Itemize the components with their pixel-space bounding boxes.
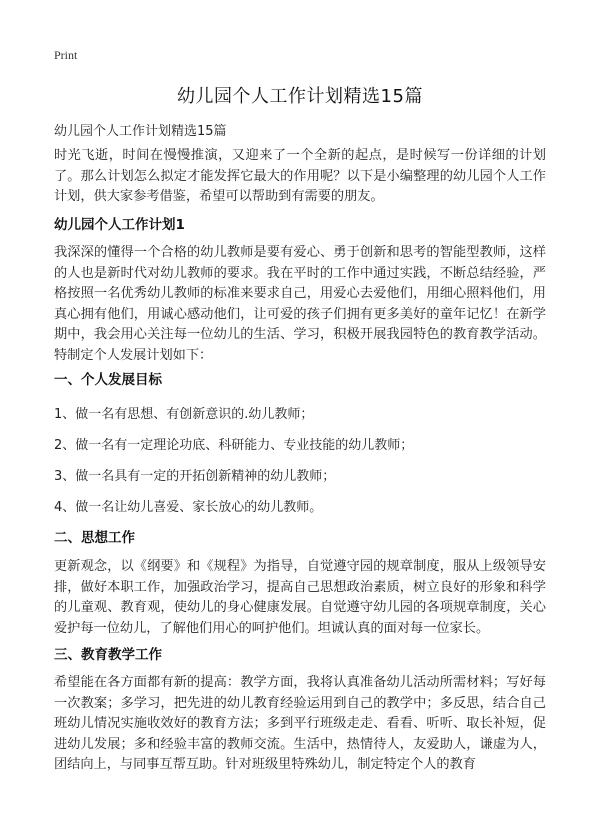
print-label[interactable]: Print [54,48,78,62]
goal-item: 4、做一名让幼儿喜爱、家长放心的幼儿教师。 [54,500,323,515]
teaching-paragraph: 希望能在各方面都有新的提高：教学方面，我将认真准备幼儿活动所需材料；写好每一次教案；多学习，把先进的幼儿教育经验运用到自己的教学中；多反思，结合自己班幼儿情况实施收效好的教育方法；多到平行班级走走、看看、听听、取长补短，促进幼儿发展；多和经验丰富的教师交流。生活中，热情待人，友爱助人，谦虚为人，团结向上，与同事互帮互助。针对班级里特殊幼儿，制定特定个人的教育 [54,675,546,772]
plan-1-paragraph: 我深深的懂得一个合格的幼儿教师是要有爱心、勇于创新和思考的智能型教师，这样的人也是新时代对幼儿教师的要求。我在平时的工作中通过实践，不断总结经验，严格按照一名优秀幼儿教师的标准来要求自己，用爱心去爱他们，用细心照料他们，用真心拥有他们，用诚心感动他们，让可爱的孩子们拥有更多美好的童年记忆！在新学期中，我会用心关注每一位幼儿的生活、学习，积极开展我园特色的教育教学活动。特制定个人发展计划如下： [54,245,546,363]
goal-item: 1、做一名有思想、有创新意识的.幼儿教师； [54,407,314,422]
intro-paragraph: 时光飞逝，时间在慢慢推演，又迎来了一个全新的起点，是时候写一份详细的计划了。那么计划怎么拟定才能发挥它最大的作用呢？以下是小编整理的幼儿园个人工作计划，供大家参考借鉴，希望可以帮助到有需要的朋友。 [54,148,546,204]
goal-item: 2、做一名有一定理论功底、科研能力、专业技能的幼儿教师； [54,438,414,453]
teaching-heading: 三、教育教学工作 [54,647,162,663]
thought-paragraph: 更新观念，以《纲要》和《规程》为指导，自觉遵守园的规章制度，服从上级领导安排，做好本职工作，加强政治学习，提高自己思想政治素质，树立良好的形象和科学的儿童观、教育观，使幼儿的身心健康发展。自觉遵守幼儿园的各项规章制度，关心爱护每一位幼儿，了解他们用心的呵护他们。坦诚认真的面对每一位家长。 [54,559,546,636]
goal-item: 3、做一名具有一定的开拓创新精神的幼儿教师； [54,469,336,484]
section-heading-plan-1: 幼儿园个人工作计划1 [54,217,185,233]
goals-heading: 一、个人发展目标 [54,372,162,388]
thought-heading: 二、思想工作 [54,530,135,546]
document-title: 幼儿园个人工作计划精选15篇 [177,86,423,107]
document-subtitle: 幼儿园个人工作计划精选15篇 [54,124,227,139]
